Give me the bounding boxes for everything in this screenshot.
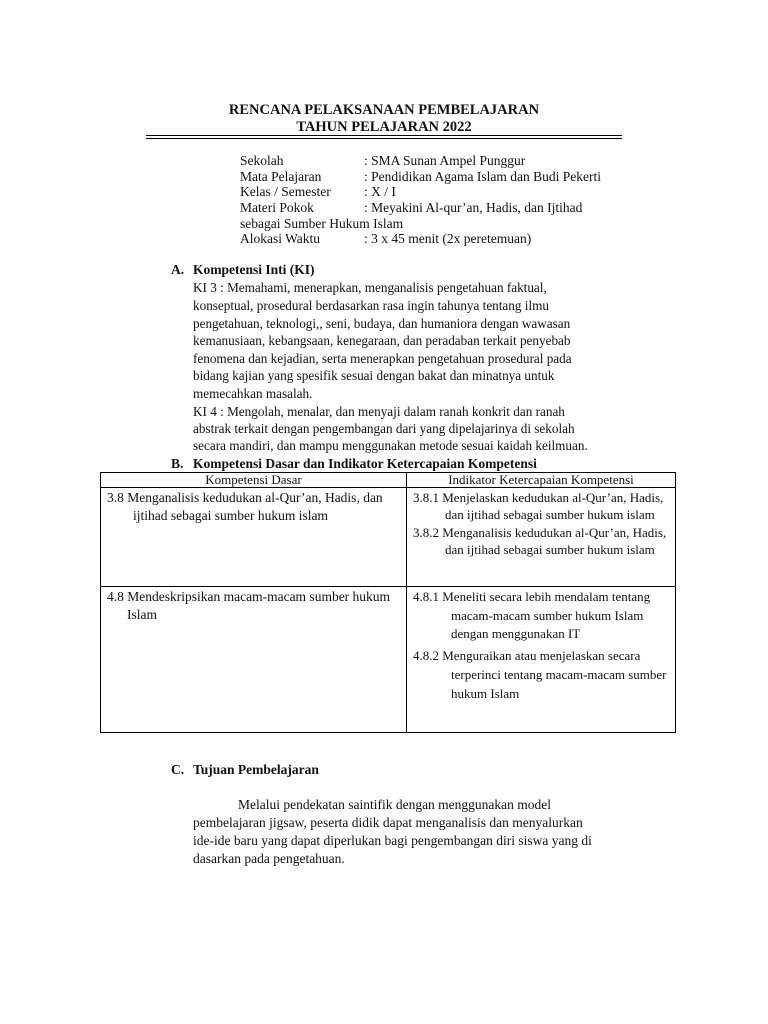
section-c-title: Tujuan Pembelajaran bbox=[193, 762, 319, 777]
table-row bbox=[101, 488, 676, 587]
section-a-title: Kompetensi Inti (KI) bbox=[193, 262, 315, 277]
ki-line: KI 4 : Mengolah, menalar, dan menyaji dalam ranah konkrit dan ranah bbox=[193, 404, 565, 419]
identity-value-alokasi: : 3 x 45 menit (2x peretemuan) bbox=[364, 231, 532, 246]
column-header-indikator: Indikator Ketercapaian Kompetensi bbox=[407, 473, 676, 488]
ki-line: bidang kajian yang spesifik sesuai dengan bakat dan minatnya untuk bbox=[193, 368, 555, 383]
tujuan-line: Melalui pendekatan saintifik dengan menggunakan model bbox=[238, 797, 552, 812]
competency-table bbox=[100, 472, 676, 733]
section-c-letter: C. bbox=[171, 762, 185, 777]
indicator-cell bbox=[407, 587, 676, 733]
document-subtitle: TAHUN PELAJARAN 2022 bbox=[296, 119, 472, 135]
indicator-4-8-1: 4.8.1 Meneliti secara lebih mendalam tentang macam-macam sumber hukum Islam dengan menggunakan IT bbox=[413, 589, 651, 641]
ki-line: fenomena dan kejadian, serta menerapkan pengetahuan prosedural pada bbox=[193, 351, 572, 366]
indicator-3-8-2: 3.8.2 Menganalisis kedudukan al-Qur’an, Hadis, dan ijtihad sebagai sumber hukum islam bbox=[413, 525, 667, 557]
title-rule-top bbox=[146, 135, 622, 136]
document-title: RENCANA PELAKSANAAN PEMBELAJARAN bbox=[228, 102, 540, 118]
tujuan-line: ide-ide baru yang dapat diperlukan bagi pengembangan diri siswa yang di bbox=[193, 833, 592, 848]
section-b-letter: B. bbox=[171, 456, 184, 471]
identity-label-mapel: Mata Pelajaran bbox=[240, 169, 322, 184]
ki-line: abstrak terkait dengan pengembangan dari yang dipelajarinya di sekolah bbox=[193, 421, 575, 436]
identity-value-materi: : Meyakini Al-qur’an, Hadis, dan Ijtihad bbox=[364, 200, 583, 215]
identity-value-mapel: : Pendidikan Agama Islam dan Budi Pekerti bbox=[364, 169, 601, 184]
table-row bbox=[101, 587, 676, 733]
kd-4-8: 4.8 Mendeskripsikan macam-macam sumber hukum Islam bbox=[107, 589, 391, 622]
kd-cell bbox=[101, 488, 407, 587]
kd-cell bbox=[101, 587, 407, 733]
identity-label-alokasi: Alokasi Waktu bbox=[240, 231, 321, 246]
ki-line: pengetahuan, teknologi,, seni, budaya, dan humaniora dengan wawasan bbox=[193, 316, 571, 331]
ki-line: secara mandiri, dan mampu menggunakan metode sesuai kaidah keilmuan. bbox=[193, 438, 588, 453]
identity-value-kelas: : X / I bbox=[364, 184, 396, 199]
ki-line: kemanusiaan, kebangsaan, kenegaraan, dan peradaban terkait penyebab bbox=[193, 333, 571, 348]
tujuan-line: pembelajaran jigsaw, peserta didik dapat menganalisis dan menyalurkan bbox=[193, 815, 583, 830]
ki-line: memecahkan masalah. bbox=[193, 386, 313, 401]
ki-line: konseptual, prosedural berdasarkan rasa ingin tahunya tentang ilmu bbox=[193, 298, 549, 313]
section-a-letter: A. bbox=[171, 262, 185, 277]
identity-materi-continuation: sebagai Sumber Hukum Islam bbox=[240, 216, 404, 231]
indicator-cell bbox=[407, 488, 676, 587]
section-b-title: Kompetensi Dasar dan Indikator Ketercapaian Kompetensi bbox=[193, 456, 537, 471]
kd-3-8: 3.8 Menganalisis kedudukan al-Qur’an, Hadis, dan ijtihad sebagai sumber hukum islam bbox=[107, 490, 383, 523]
identity-label-kelas: Kelas / Semester bbox=[240, 184, 331, 199]
tujuan-line: dasarkan pada pengetahuan. bbox=[193, 851, 345, 866]
identity-label-materi: Materi Pokok bbox=[240, 200, 314, 215]
indicator-3-8-1: 3.8.1 Menjelaskan kedudukan al-Qur’an, Hadis, dan ijtihad sebagai sumber hukum islam bbox=[413, 490, 664, 522]
title-rule-bottom bbox=[146, 138, 622, 139]
identity-value-sekolah: : SMA Sunan Ampel Punggur bbox=[364, 153, 526, 168]
ki-line: KI 3 : Memahami, menerapkan, menganalisis pengetahuan faktual, bbox=[193, 280, 547, 295]
table-header-row bbox=[101, 473, 676, 488]
identity-label-sekolah: Sekolah bbox=[240, 153, 284, 168]
indicator-4-8-2: 4.8.2 Menguraikan atau menjelaskan secara terperinci tentang macam-macam sumber hukum Islam bbox=[413, 647, 667, 701]
column-header-kompetensi-dasar: Kompetensi Dasar bbox=[101, 473, 407, 488]
